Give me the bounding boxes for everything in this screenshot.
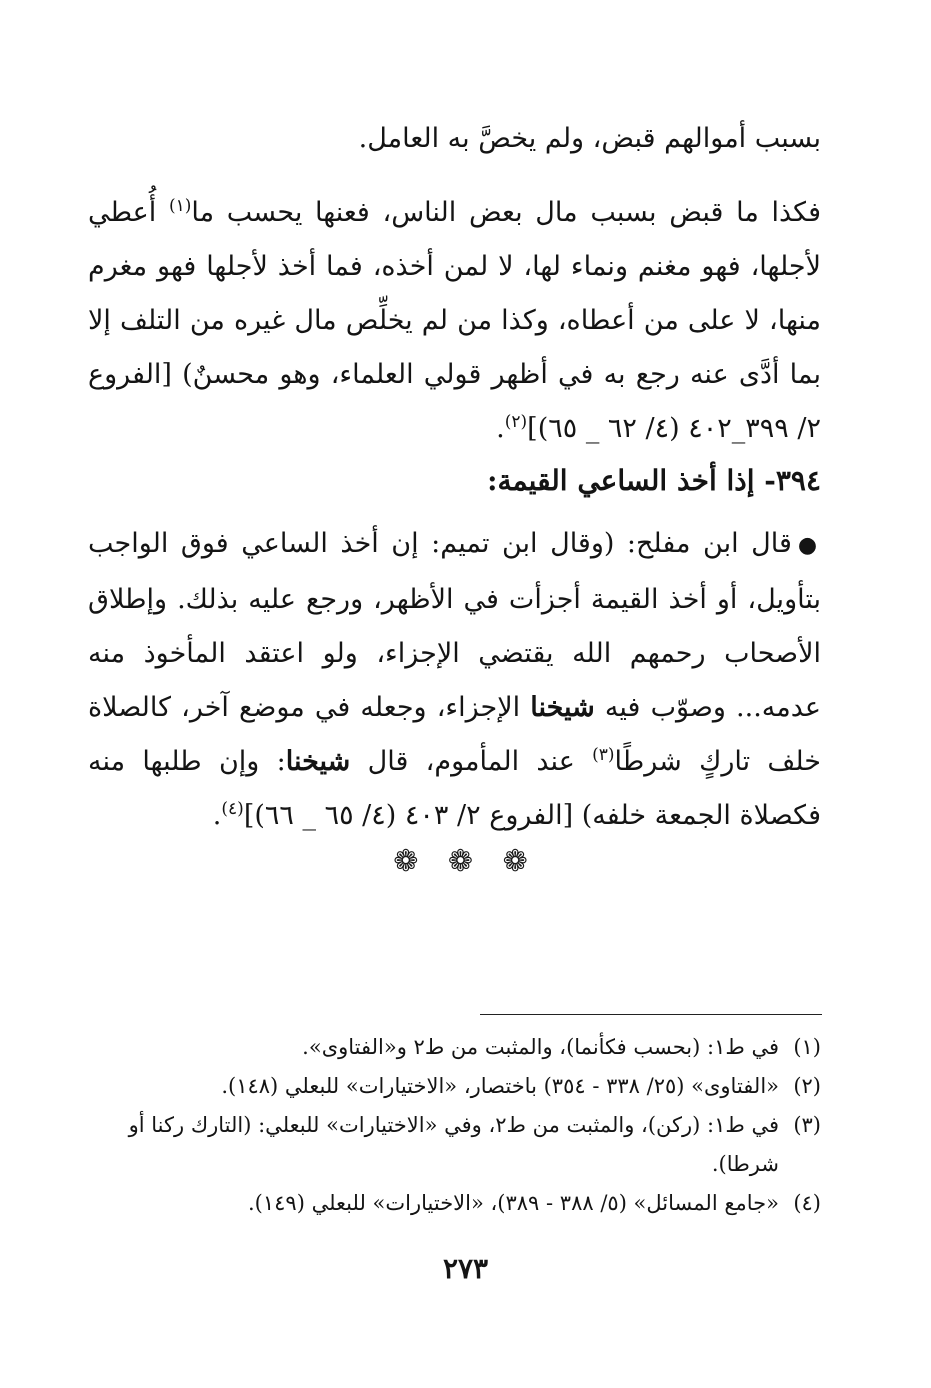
- paragraph-1-part-2: أُعطي لأجلها، فهو مغنم ونماء لها، لا لمن أخذه، فما أخذ لأجلها فهو مغرم منها، لا على من أعطاه، وكذا من لم يخلِّص مال غيره من التلف إلا بما أدَّى عنه رجع به في أظهر قولي العلماء، وهو محسنٌ) [الفروع ٢/ ٣٩٩_٤٠٢ (٤/ ٦٢ _ ٦٥)]: [88, 197, 821, 444]
- footnote-ref-2[interactable]: (٢): [504, 412, 528, 432]
- footnote-number: (١): [793, 1035, 821, 1059]
- footnote-2: [84, 1067, 821, 1106]
- lead-line: بسبب أموالهم قبض، ولم يخصَّ به العامل.: [358, 123, 821, 154]
- paragraph-2-part-2: الإجزاء، وجعله في موضع آخر، كالصلاة خلف تاركٍ شرطًا: [88, 692, 821, 777]
- paragraph-2-part-4: : وإن طلبها منه فكصلاة الجمعة خلفه) [الفروع ٢/ ٤٠٣ (٤/ ٦٥ _ ٦٦)]: [88, 746, 821, 831]
- paragraph-1-end: .: [496, 413, 505, 444]
- footnote-4: [84, 1184, 821, 1223]
- footnote-1: [84, 1028, 821, 1067]
- footnote-3: [84, 1106, 821, 1184]
- footnote-ref-3[interactable]: (٣): [592, 745, 615, 765]
- footnote-number: (٣): [793, 1113, 821, 1137]
- paragraph-1-text: [88, 186, 821, 456]
- paragraph-1: [88, 186, 821, 456]
- bullet-icon: ●: [797, 533, 821, 558]
- paragraph-2-part-3: عند المأموم، قال: [350, 746, 593, 777]
- name-shaykhuna-2: شيخنا: [285, 746, 351, 777]
- footnote-ref-4[interactable]: (٤): [221, 799, 244, 819]
- footnote-ref-1[interactable]: (١): [168, 196, 192, 216]
- footnote-number: (٢): [793, 1074, 821, 1098]
- page-number: ٢٧٣: [442, 1252, 489, 1285]
- footnote-text: «جامع المسائل» (٥/ ٣٨٨ - ٣٨٩)، «الاختيارات» للبعلي (١٤٩).: [248, 1191, 779, 1215]
- footnote-number: (٤): [793, 1191, 821, 1215]
- footnote-text: في ط١: (بحسب فكأنما)، والمثبت من ط٢ و«الفتاوى».: [302, 1035, 779, 1059]
- name-shaykhuna-1: شيخنا: [530, 692, 595, 723]
- ornament-separator-icon: ❁ ❁ ❁: [393, 844, 538, 879]
- footnotes: [84, 1028, 821, 1223]
- paragraph-2: [88, 517, 821, 843]
- section-heading: ٣٩٤- إذا أخذ الساعي القيمة:: [487, 464, 821, 497]
- paragraph-2-end: .: [212, 800, 222, 831]
- paragraph-2-part-1: قال ابن مفلح: (وقال ابن تميم: إن أخذ الساعي فوق الواجب بتأويل، أو أخذ القيمة أجزأت في الأظهر، ورجع عليه بذلك. وإطلاق الأصحاب رحمهم الله يقتضي الإجزاء، ولو اعتقد المأخوذ منه عدمه... وصوّب فيه: [88, 528, 821, 723]
- footnote-text: «الفتاوى» (٢٥/ ٣٣٨ - ٣٥٤) باختصار، «الاختيارات» للبعلي (١٤٨).: [221, 1074, 779, 1098]
- footnote-text: في ط١: (ركن)، والمثبت من ط٢، وفي «الاختيارات» للبعلي: (التارك ركنا أو شرطا).: [128, 1113, 779, 1176]
- paragraph-2-text: [88, 517, 821, 843]
- footnote-divider: [480, 1014, 822, 1015]
- paragraph-1-part-1: فكذا ما قبض بسبب مال بعض الناس، فعنها يحسب ما: [191, 197, 822, 228]
